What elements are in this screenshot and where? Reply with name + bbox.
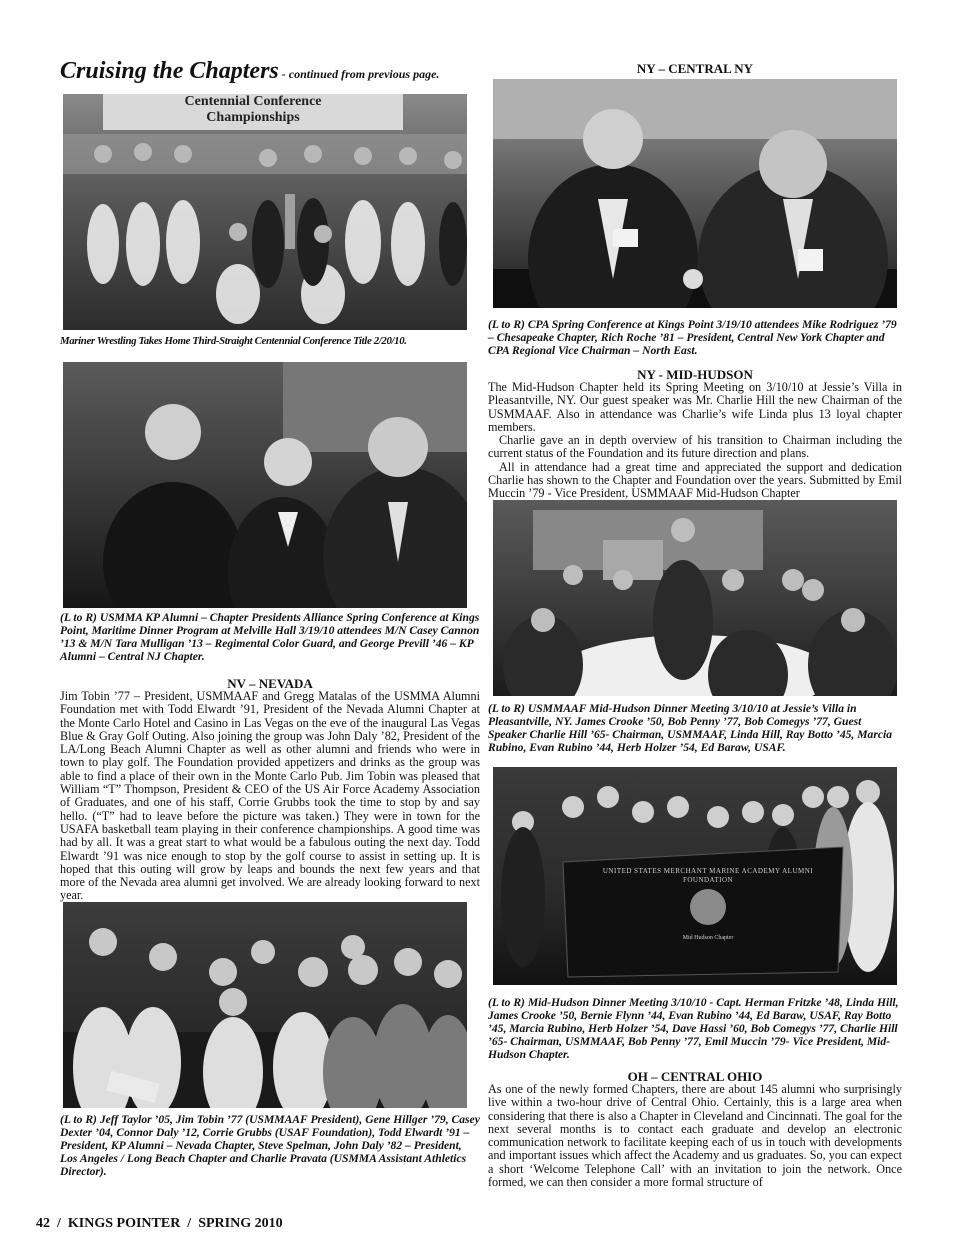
banner-line-1: Centennial Conference <box>184 94 322 109</box>
section-masthead <box>60 58 480 85</box>
nevada-group-photo <box>63 902 467 1108</box>
central-ohio-body <box>488 1083 902 1189</box>
mid-hudson-dinner-photo <box>493 500 897 696</box>
nevada-heading: NV – NEVADA <box>227 676 313 691</box>
wrestling-team-photo <box>63 94 467 330</box>
page-subtitle: - continued from previous page. <box>278 67 440 81</box>
mid-hudson-body <box>488 381 902 501</box>
central-ny-heading: NY – CENTRAL NY <box>636 61 754 76</box>
mid-hudson-paragraph-3: All in attendance had a great time and appreciated the support and dedication Charlie has shown to the Chapter and Foundation over the years. Submitted by Emil Muccin ’79 - Vice President, USMMAAF Mid-Hudson Chapter <box>488 459 902 501</box>
banner <box>103 94 403 130</box>
mid-hudson-flag-photo <box>493 767 897 985</box>
wrestling-caption: Mariner Wrestling Takes Home Third-Straight Centennial Conference Title 2/20/10. <box>60 335 407 347</box>
nevada-body <box>60 690 480 903</box>
flag-banner-text: UNITED STATES MERCHANT MARINE ACADEMY ALUMNI FOUNDATION <box>602 867 814 884</box>
central-ohio-paragraph: As one of the newly formed Chapters, there are about 145 alumni who surprisingly live within a two-hour drive of Central Ohio. Certainly, this is a large area when considering that there is also a Chapter in Cleveland and Cincinnati. The goal for the next several months is to contact each graduate and develop an electronic communication network to facilitate keeping each of us in touch with developments and important issues which affect the Academy and us graduates. So, you can expect a short ‘Welcome Telephone Call’ with an invitation to join the network. Once formed, we can then consider a more formal structure of <box>488 1082 902 1190</box>
flag-chapter-text: Mid Hudson Chapter <box>682 935 734 941</box>
mid-hudson-paragraph-2: Charlie gave an in depth overview of his transition to Chairman including the current status of the Foundation and its future direction and plans. <box>488 433 902 461</box>
banner-line-2: Championships <box>206 110 300 125</box>
mid-hudson-heading: NY - MID-HUDSON <box>637 367 753 382</box>
page-footer: 42 / KINGS POINTER / SPRING 2010 <box>36 1216 283 1231</box>
page-title: Cruising the Chapters <box>60 58 279 84</box>
mid-hudson-paragraph-1: The Mid-Hudson Chapter held its Spring Meeting on 3/10/10 at Jessie’s Villa in Pleasantville, NY. Our guest speaker was Mr. Charlie Hill the new Chairman of the USMMAAF. Also in attendance was Charlie’s wife Linda plus 13 loyal chapter members. <box>488 380 902 434</box>
mid-hudson-flag-caption: (L to R) Mid-Hudson Dinner Meeting 3/10/10 - Capt. Herman Fritzke ’48, Linda Hill, James Crooke ’50, Bernie Flynn ’44, Evan Rubino ’44, Ed Baraw, USAF, Ray Botto ’45, Marcia Rubino, Herb Holzer ’54, Dave Hassi ’60, Bob Comegys ’77, Charlie Hill ’65- Chairman, USMMAAF, Bob Penny ’77, Emil Muccin ’79- Vice President, Mid-Hudson Chapter. <box>488 996 899 1061</box>
central-ohio-heading: OH – CENTRAL OHIO <box>627 1069 763 1084</box>
midshipmen-photo <box>63 362 467 608</box>
cpa-conference-photo <box>493 79 897 308</box>
nevada-caption: (L to R) Jeff Taylor ’05, Jim Tobin ’77 (USMMAAF President), Gene Hillger ’79, Casey Dexter ’04, Connor Daly ’12, Corrie Grubbs (USAF Foundation), Todd Elwardt ’91 – President, KP Alumni – Nevada Chapter, Steve Spelman, John Daly ’82 – President, Los Angeles / Long Beach Chapter and Charlie Pravata (USMMA Assistant Athletics Director). <box>60 1113 480 1178</box>
midshipmen-caption: (L to R) USMMA KP Alumni – Chapter Presidents Alliance Spring Conference at Kings Point, Maritime Dinner Program at Melville Hall 3/19/10 attendees M/N Casey Cannon ’13 & M/N Tara Mulligan ’13 – Regimental Color Guard, and George Previll ’46 – KP Alumni – Central NJ Chapter. <box>60 611 480 663</box>
central-ny-caption: (L to R) CPA Spring Conference at Kings Point 3/19/10 attendees Mike Rodriguez ’79 – Chesapeake Chapter, Rich Roche ’81 – President, Central New York Chapter and CPA Regional Vice Chairman – North East. <box>488 318 897 357</box>
mid-hudson-dinner-caption: (L to R) USMMAAF Mid-Hudson Dinner Meeting 3/10/10 at Jessie’s Villa in Pleasantville, NY. James Crooke ’50, Bob Penny ’77, Bob Comegys ’77, Guest Speaker Charlie Hill ’65- Chairman, USMMAAF, Linda Hill, Ray Botto ’45, Marcia Rubino, Evan Rubino ’44, Herb Holzer ’54, Ed Baraw, USAF. <box>488 702 893 754</box>
nevada-paragraph: Jim Tobin ’77 – President, USMMAAF and Gregg Matalas of the USMMA Alumni Foundation met with Todd Elwardt ’91, President of the Nevada Alumni Chapter at the Monte Carlo Hotel and Casino in Las Vegas on the eve of the inaugural Las Vegas Blue & Gray Golf Outing. Also joining the group was John Daly ’82, President of the LA/Long Beach Alumni Chapter as well as other alumni and friends who were in town to play golf. The Foundation provided appetizers and drinks as the group was able to find a place of their own in the Monte Carlo Pub. Jim Tobin was pleased that William “T” Thompson, President & CEO of the US Air Force Academy Association of Graduates, and one of his staff, Corrie Grubbs took the time to stop by and say hello. (“T” had to leave before the picture was taken.) They were in town for the USAFA basketball team playing in their conference championships. A good time was had by all. It was a great start to what would be a fabulous outing the next day. Todd Elwardt ’91 was nice enough to stop by the golf course to assist in setting up. It is hoped that this outing will grow by leaps and bounds the next few years and that more of the Nevada area alumni get involved. We are already looking forward to next year. <box>60 689 480 903</box>
